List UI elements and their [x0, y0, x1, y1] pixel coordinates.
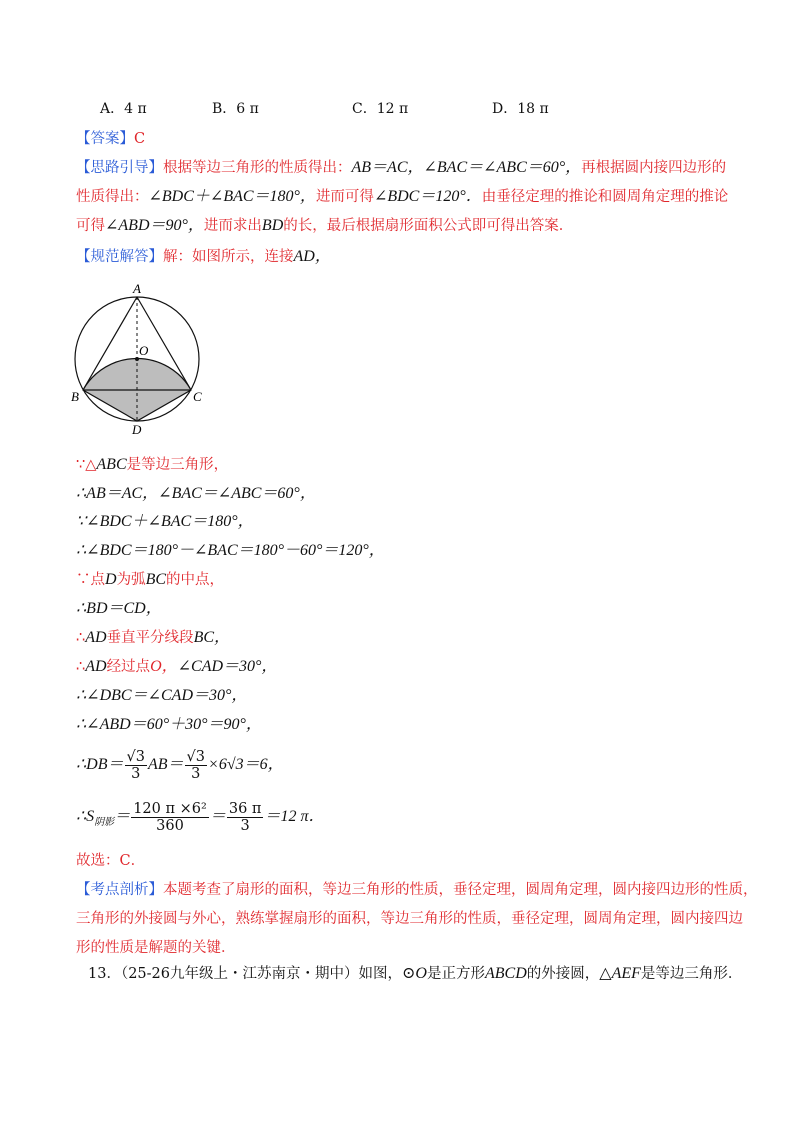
step-formula: ∴DB＝ [76, 756, 124, 773]
step-7 [76, 628, 740, 648]
question-formula: ⊙O [402, 965, 427, 982]
fraction [227, 801, 264, 834]
step-text: ∵点 [76, 572, 105, 588]
fraction [125, 749, 147, 782]
step-formula: ∴∠DBC＝∠CAD＝30°， [76, 687, 248, 704]
step-text: 经过点 [106, 659, 151, 675]
step-formula: ABC [96, 456, 127, 473]
hint-text: 再根据圆内接四边形的 [581, 160, 727, 176]
label-d: D [132, 422, 142, 437]
solution-intro [76, 247, 740, 267]
step-formula: ∴AB＝AC，∠BAC＝∠ABC＝60°， [76, 485, 316, 502]
subscript-shaded: 阴影 [94, 816, 115, 828]
step-formula: ∴BD＝CD， [76, 600, 162, 617]
analysis-tag: 【考点剖析】 [76, 882, 163, 898]
step-formula: ∴S [76, 808, 95, 825]
step-10 [76, 715, 740, 735]
question-text: 如图， [358, 966, 403, 982]
step-text: ∴ [76, 659, 86, 675]
hint-line-3 [76, 216, 740, 236]
step-text: ∵△ [76, 457, 97, 473]
hint-text: 根据等边三角形的性质得出： [163, 160, 352, 176]
hint-text: 由垂径定理的推论和圆周角定理的推论 [481, 189, 729, 205]
hint-line-2 [76, 187, 740, 207]
label-c: C [193, 389, 202, 404]
step-formula: ＝ [209, 808, 226, 825]
question-text: 是正方形 [426, 966, 485, 982]
option-b: B．6 π [212, 101, 259, 117]
analysis-line-3: 形的性质是解题的关键． [76, 940, 236, 956]
option-a: A．4 π [100, 101, 147, 117]
hint-formula: ∠ABD＝90°， [105, 217, 204, 234]
solution-formula: AD， [293, 248, 331, 265]
step-formula: ＝12 π． [264, 808, 325, 825]
analysis-line-1 [76, 880, 758, 900]
step-4 [76, 541, 740, 561]
step-5 [76, 570, 740, 590]
step-9 [76, 686, 740, 706]
step-8 [76, 657, 740, 677]
label-b: B [71, 389, 79, 404]
step-formula: ∴∠BDC＝180°－∠BAC＝180°－60°＝120°， [76, 542, 385, 559]
hint-formula: ∠BDC＋∠BAC＝180°， [148, 188, 316, 205]
fraction-numerator: √3 [126, 748, 145, 765]
answer-line [76, 129, 740, 149]
hint-formula: ∠BDC＝120°． [373, 188, 482, 205]
question-formula: ABCD [484, 965, 527, 982]
step-formula: BC， [193, 629, 231, 646]
step-formula: ∠CAD＝30°， [177, 658, 278, 675]
step-2 [76, 484, 740, 504]
question-text: 是等边三角形． [640, 966, 743, 982]
analysis-line-2: 三角形的外接圆与外心，熟练掌握扇形的面积，等边三角形的性质，垂径定理，圆周角定理，圆内接四边 [76, 911, 743, 927]
hint-text: 性质得出： [76, 189, 149, 205]
step-12 [76, 800, 740, 840]
step-text: ∴ [76, 630, 86, 646]
step-3 [76, 512, 740, 532]
answer-value: C [134, 131, 146, 147]
step-formula: O， [150, 658, 178, 675]
step-formula: ×6√3＝6， [208, 756, 284, 773]
step-formula: ＝ [114, 808, 131, 825]
hint-line-1 [76, 158, 740, 178]
step-formula: D [105, 571, 117, 588]
label-a: A [133, 282, 141, 296]
step-text: 是等边三角形， [126, 457, 229, 473]
step-choose: 故选：C． [76, 853, 146, 869]
step-text: 的中点， [166, 572, 225, 588]
option-d: D．18 π [492, 101, 549, 117]
step-text: 为弧 [116, 572, 146, 588]
hint-formula: BD [261, 217, 284, 234]
fraction-denominator: 3 [240, 817, 250, 834]
solution-tag: 【规范解答】 [76, 249, 163, 265]
question-13 [88, 964, 742, 984]
solution-text: 解：如图所示，连接 [163, 249, 294, 265]
hint-tag: 【思路引导】 [76, 160, 163, 176]
step-11 [76, 748, 740, 782]
question-formula: △AEF [599, 965, 641, 982]
question-number: 13． [88, 966, 121, 982]
step-formula: AB＝ [147, 756, 184, 773]
option-c: C．12 π [352, 101, 409, 117]
step-formula: ∴∠ABD＝60°＋30°＝90°， [76, 716, 262, 733]
question-text: 的外接圆， [526, 966, 600, 982]
hint-text: 可得 [76, 218, 105, 234]
step-formula: BC [145, 571, 167, 588]
step-6 [76, 599, 740, 619]
fraction-denominator: 3 [191, 765, 201, 782]
analysis-text: 本题考查了扇形的面积，等边三角形的性质，垂径定理，圆周角定理，圆内接四边形的性质， [163, 882, 758, 898]
step-text: 垂直平分线段 [106, 630, 194, 646]
question-source: （25-26九年级上・江苏南京・期中） [120, 966, 359, 982]
label-o: O [139, 343, 149, 358]
step-formula: AD [85, 658, 107, 675]
fraction-denominator: 360 [156, 817, 184, 834]
fraction-numerator: √3 [186, 748, 206, 765]
fraction [185, 749, 207, 782]
hint-formula: AB＝AC，∠BAC＝∠ABC＝60°， [351, 159, 582, 176]
hint-text: 进而可得 [315, 189, 374, 205]
fraction-numerator: 36 π [228, 800, 262, 817]
hint-text: 进而求出 [203, 218, 262, 234]
step-formula: AD [85, 629, 107, 646]
fraction [131, 801, 209, 834]
step-formula: ∵∠BDC＋∠BAC＝180°， [76, 513, 254, 530]
hint-text: 的长，最后根据扇形面积公式即可得出答案． [283, 218, 574, 234]
geometry-figure [66, 282, 216, 437]
step-1 [76, 455, 740, 475]
fraction-denominator: 3 [131, 765, 141, 782]
fraction-numerator: 120 π ×6² [133, 800, 207, 817]
answer-tag: 【答案】 [76, 131, 134, 147]
